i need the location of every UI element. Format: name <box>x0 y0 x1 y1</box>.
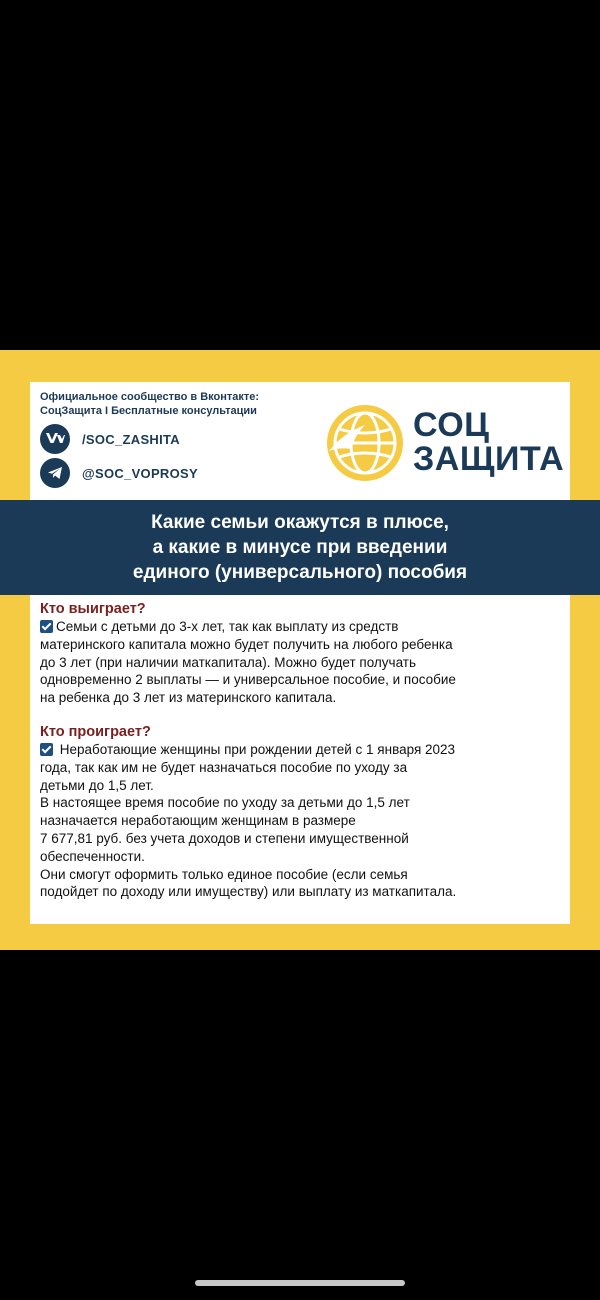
winners-line-4: одновременно 2 выплаты — и универсальное пособие, и пособие <box>40 672 456 688</box>
logo-line-2: ЗАЩИТА <box>413 440 565 478</box>
poster-card <box>30 382 570 924</box>
losers-line-1: Неработающие женщины при рождении детей с 1 января 2023 <box>40 741 570 759</box>
telegram-icon <box>40 458 70 488</box>
logo-line-1: СОЦ <box>413 406 490 444</box>
poster-content <box>40 600 570 901</box>
logo-wordmark <box>413 408 564 476</box>
poster-header <box>30 382 570 500</box>
losers-line-6: 7 677,81 руб. без учета доходов и степени имущественной <box>40 830 409 846</box>
winners-line-5: на ребенка до 3 лет из материнского капитала. <box>40 690 337 706</box>
globe-icon <box>325 403 405 483</box>
checkbox-icon <box>40 743 53 756</box>
official-community-text <box>40 390 340 418</box>
headline-line-2: а какие в минусе при введении <box>152 537 448 558</box>
losers-line-9: подойдет по доходу или имуществу) или выплату из маткапитала. <box>40 884 457 900</box>
vk-icon <box>40 424 70 454</box>
winners-line-2: материнского капитала можно будет получить на любого ребенка <box>40 636 453 652</box>
checkbox-icon <box>40 620 53 633</box>
telegram-link[interactable] <box>40 458 198 488</box>
soc-zashita-logo <box>325 400 565 490</box>
losers-line-8: Они смогут оформить только единое пособие (если семья <box>40 866 408 882</box>
official-line-1: Официальное сообщество в Вконтакте: <box>40 391 260 403</box>
losers-line-2: года, так как им не будет назначаться пособие по уходу за <box>40 759 408 775</box>
official-line-2: СоцЗащита I Бесплатные консультации <box>40 405 257 417</box>
home-indicator[interactable] <box>195 1280 405 1286</box>
winners-line-3: до 3 лет (при наличии маткапитала). Можно будет получать <box>40 654 416 670</box>
losers-line-3: детьми до 1,5 лет. <box>40 777 154 793</box>
losers-line-5: назначается неработающим женщинам в размере <box>40 813 356 829</box>
info-poster <box>0 350 600 950</box>
winners-title: Кто выиграет? <box>40 601 146 617</box>
losers-line-4: В настоящее время пособие по уходу за детьми до 1,5 лет <box>40 795 410 811</box>
headline-banner <box>0 500 600 595</box>
telegram-handle: @SOC_VOPROSY <box>82 465 198 481</box>
vk-link[interactable] <box>40 424 180 454</box>
headline-line-3: единого (универсального) пособия <box>132 562 468 583</box>
headline-line-1: Какие семьи окажутся в плюсе, <box>151 512 449 533</box>
losers-line-7: обеспеченности. <box>40 848 145 864</box>
vk-handle: /SOC_ZASHITA <box>82 431 180 447</box>
winners-line-1: Семьи с детьми до 3-х лет, так как выплату из средств <box>40 618 570 636</box>
losers-title: Кто проиграет? <box>40 723 151 740</box>
